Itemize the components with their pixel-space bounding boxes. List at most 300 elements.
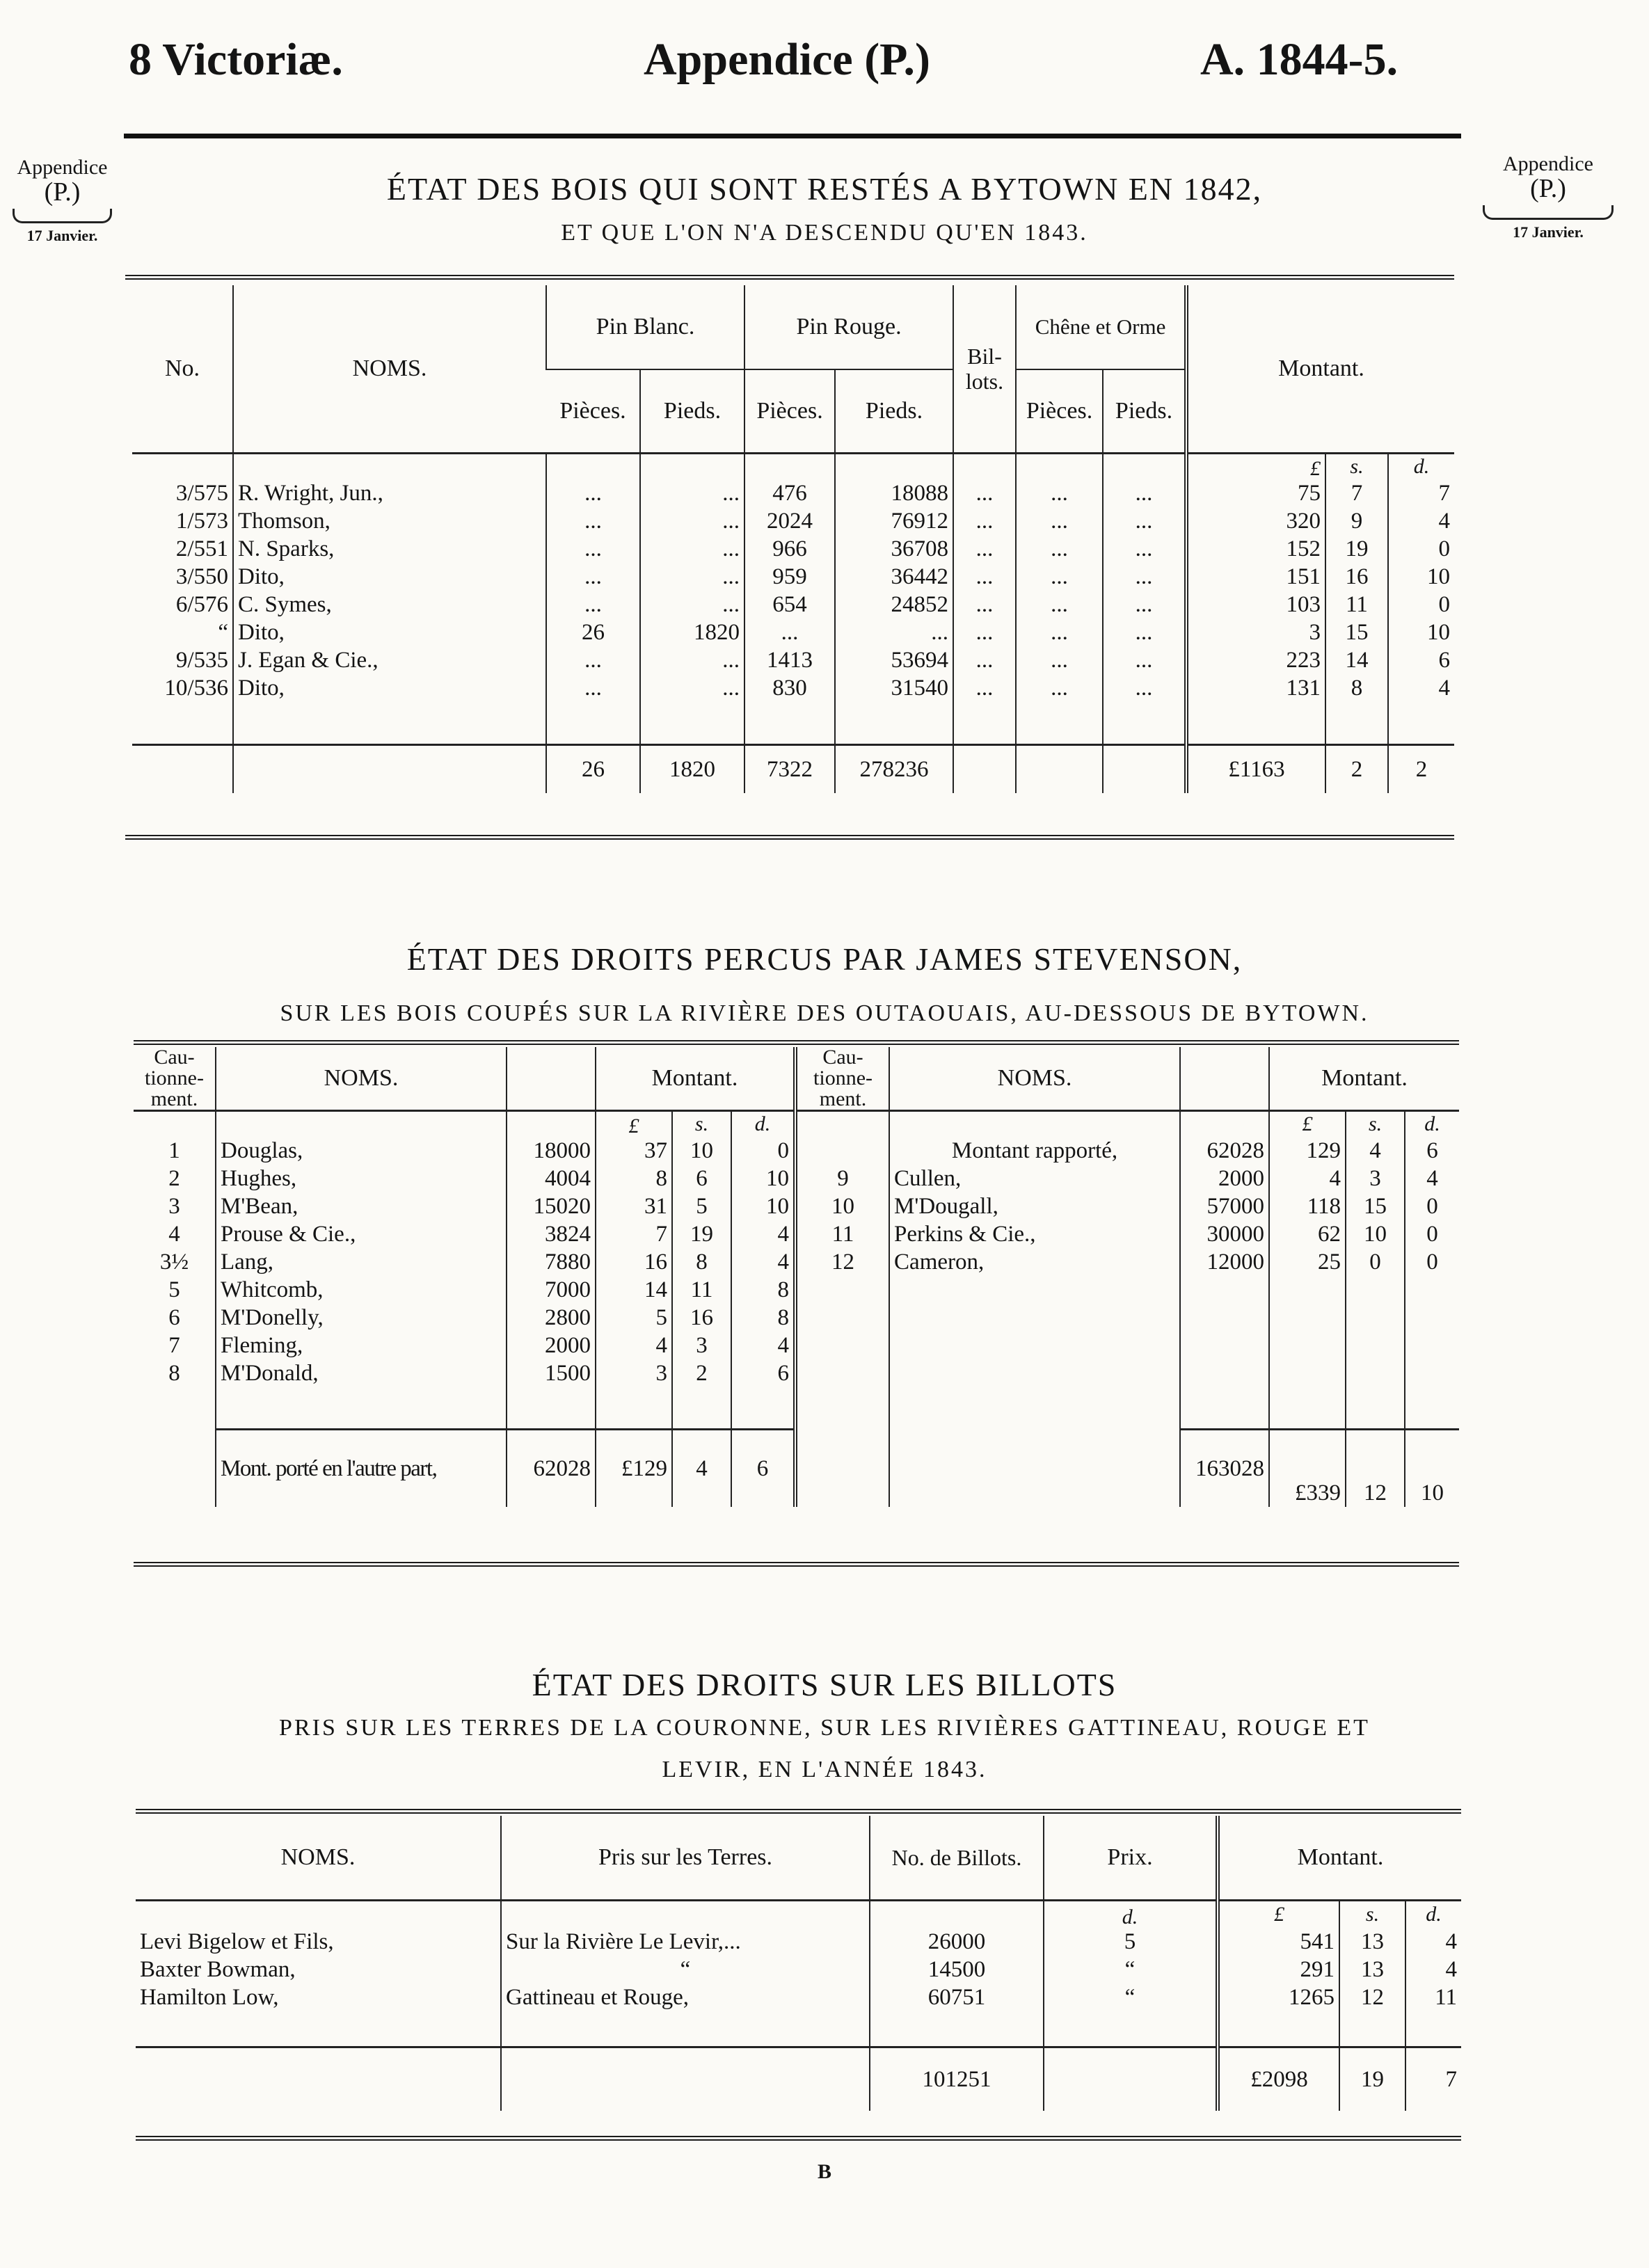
table2-title: ÉTAT DES DROITS PERCUS PAR JAMES STEVENSON, <box>406 941 1243 977</box>
table2-subtitle: SUR LES BOIS COUPÉS SUR LA RIVIÈRE DES OUTAOUAIS, AU-DESSOUS DE BYTOWN. <box>280 1000 1369 1026</box>
margin-date: 17 Janvier. <box>26 227 98 245</box>
row-amount-right <box>1180 1359 1269 1387</box>
row-billots: ... <box>953 535 1016 563</box>
row-amount-right: 30000 <box>1180 1220 1269 1248</box>
unit-shillings: s. <box>672 1111 731 1137</box>
row-pence: 0 <box>1388 535 1454 563</box>
row-name-left: M'Donald, <box>216 1359 507 1387</box>
row-terres: Sur la Rivière Le Levir,... <box>501 1928 870 1956</box>
header-left: 8 Victoriæ. <box>129 34 343 85</box>
row-caution-left: 3½ <box>159 1249 189 1275</box>
row-name: Hamilton Low, <box>140 1985 279 2010</box>
row-prix: “ <box>1044 1956 1218 1983</box>
unit-shillings: s. <box>1339 1901 1405 1928</box>
row-pb-pieds: ... <box>640 507 744 535</box>
header-center: Appendice (P.) <box>644 34 930 85</box>
table3-subtitle2: LEVIR, EN L'ANNÉE 1843. <box>662 1757 987 1782</box>
total-pounds: £1163 <box>1186 745 1325 794</box>
row-pounds-right: 62 <box>1269 1220 1346 1248</box>
row-name-left: Douglas, <box>216 1137 507 1165</box>
row-shillings-left: 19 <box>672 1220 731 1248</box>
table3-header-row <box>136 1816 1461 1901</box>
row-pence-right <box>1405 1332 1459 1359</box>
col-pr-pieces: Pièces. <box>744 369 835 454</box>
row-prix: 5 <box>1044 1928 1218 1956</box>
row-caution-right <box>795 1359 889 1387</box>
row-caution-left: 6 <box>168 1305 180 1330</box>
row-amount-right <box>1180 1332 1269 1359</box>
row-pence-right <box>1405 1304 1459 1332</box>
col-prix: Prix. <box>1044 1816 1218 1901</box>
table1-subtitle: ET QUE L'ON N'A DESCENDU QU'EN 1843. <box>561 220 1088 246</box>
table3-spacer <box>136 2011 1461 2047</box>
row-number: “ <box>218 620 228 645</box>
unit-pounds: £ <box>1218 1901 1339 1928</box>
row-amount-left: 2000 <box>507 1332 596 1359</box>
row-shillings: 16 <box>1325 563 1388 591</box>
row-shillings-right: 0 <box>1346 1248 1405 1276</box>
table-row <box>132 563 1454 591</box>
total-shillings: 19 <box>1339 2047 1405 2111</box>
table1 <box>132 285 1454 793</box>
row-pence: 0 <box>1388 591 1454 618</box>
row-shillings: 15 <box>1325 618 1388 646</box>
row-name-left: M'Bean, <box>216 1192 507 1220</box>
row-name: N. Sparks, <box>233 535 546 563</box>
row-pounds-right <box>1269 1332 1346 1359</box>
row-pb-pieces: ... <box>546 563 640 591</box>
row-pounds: 131 <box>1186 674 1325 702</box>
row-pr-pieces: ... <box>744 618 835 646</box>
row-pence-right <box>1405 1359 1459 1387</box>
row-shillings: 13 <box>1339 1928 1405 1956</box>
table2-spacer <box>134 1387 1459 1429</box>
right-total-pounds: £339 <box>1269 1429 1346 1507</box>
table-row <box>136 1928 1461 1956</box>
row-amount-right <box>1180 1276 1269 1304</box>
row-amount-left: 15020 <box>507 1192 596 1220</box>
row-caution-left: 8 <box>168 1361 180 1386</box>
row-pence: 4 <box>1388 507 1454 535</box>
row-co-pieds: ... <box>1103 479 1186 507</box>
row-amount-left: 4004 <box>507 1165 596 1192</box>
table-row <box>132 674 1454 702</box>
row-name: Dito, <box>233 563 546 591</box>
row-pence-right: 0 <box>1405 1192 1459 1220</box>
row-billots: ... <box>953 674 1016 702</box>
left-total-label: Mont. porté en l'autre part, <box>216 1429 507 1507</box>
row-number: 3/550 <box>175 564 228 589</box>
row-pb-pieds: 1820 <box>640 618 744 646</box>
row-pence-left: 4 <box>731 1332 795 1359</box>
row-pr-pieces: 476 <box>744 479 835 507</box>
row-pb-pieds: ... <box>640 563 744 591</box>
row-pb-pieces: ... <box>546 479 640 507</box>
row-pr-pieces: 830 <box>744 674 835 702</box>
row-name: Thomson, <box>233 507 546 535</box>
table-row <box>134 1248 1459 1276</box>
row-shillings-left: 6 <box>672 1165 731 1192</box>
row-caution-right: 9 <box>795 1165 889 1192</box>
unit-shillings: s. <box>1325 454 1388 480</box>
caution-label: Cau-tionne-ment. <box>145 1047 204 1110</box>
row-pence: 10 <box>1388 618 1454 646</box>
row-caution-right <box>795 1276 889 1304</box>
header-right: A. 1844-5. <box>1200 34 1399 85</box>
col-amount-right <box>1180 1047 1269 1111</box>
row-shillings: 11 <box>1325 591 1388 618</box>
row-co-pieces: ... <box>1016 591 1103 618</box>
row-billots: ... <box>953 646 1016 674</box>
row-pb-pieds: ... <box>640 479 744 507</box>
row-number: 9/535 <box>175 648 228 673</box>
row-pounds-left: 4 <box>596 1332 672 1359</box>
row-pb-pieds: ... <box>640 646 744 674</box>
row-billots: ... <box>953 479 1016 507</box>
row-shillings-right: 3 <box>1346 1165 1405 1192</box>
row-name-right: Perkins & Cie., <box>889 1220 1180 1248</box>
table-row <box>132 507 1454 535</box>
table3-top-rule <box>136 1809 1461 1814</box>
table3-total-row <box>136 2047 1461 2111</box>
row-pr-pieds: ... <box>835 618 953 646</box>
col-montant-right: Montant. <box>1269 1047 1459 1111</box>
row-number: 6/576 <box>175 592 228 617</box>
row-amount-right: 57000 <box>1180 1192 1269 1220</box>
table1-bottom-rule <box>125 835 1454 840</box>
row-co-pieces: ... <box>1016 479 1103 507</box>
table1-title: ÉTAT DES BOIS QUI SONT RESTÉS A BYTOWN EN 1842, <box>386 171 1263 207</box>
row-co-pieds: ... <box>1103 591 1186 618</box>
row-amount-left: 3824 <box>507 1220 596 1248</box>
col-co-pieds: Pieds. <box>1103 369 1186 454</box>
row-pence-left: 4 <box>731 1220 795 1248</box>
margin-section: (P.) <box>1530 173 1566 203</box>
row-pounds: 1265 <box>1218 1983 1339 2011</box>
table2-body <box>134 1137 1459 1387</box>
row-shillings-right <box>1346 1276 1405 1304</box>
row-pr-pieces: 966 <box>744 535 835 563</box>
total-billots: 101251 <box>870 2047 1044 2111</box>
row-pounds: 3 <box>1186 618 1325 646</box>
row-billots: 14500 <box>870 1956 1044 1983</box>
col-pb-pieds: Pieds. <box>640 369 744 454</box>
total-pence: 2 <box>1388 745 1454 794</box>
row-pounds-left: 14 <box>596 1276 672 1304</box>
unit-shillings: s. <box>1346 1111 1405 1137</box>
col-co-pieces: Pièces. <box>1016 369 1103 454</box>
unit-prix-pence: d. <box>1044 1901 1218 1928</box>
table3-bottom-rule <box>136 2136 1461 2141</box>
row-co-pieds: ... <box>1103 674 1186 702</box>
margin-section: (P.) <box>44 177 81 207</box>
table3-body <box>136 1928 1461 2011</box>
col-amount-left <box>507 1047 596 1111</box>
row-pr-pieces: 654 <box>744 591 835 618</box>
row-amount-right: 12000 <box>1180 1248 1269 1276</box>
table-row <box>134 1304 1459 1332</box>
row-co-pieds: ... <box>1103 563 1186 591</box>
row-pr-pieds: 18088 <box>835 479 953 507</box>
row-name: R. Wright, Jun., <box>233 479 546 507</box>
row-name-right <box>889 1276 1180 1304</box>
row-pence-left: 4 <box>731 1248 795 1276</box>
row-pounds-right <box>1269 1359 1346 1387</box>
row-name-right: M'Dougall, <box>889 1192 1180 1220</box>
col-noms: NOMS. <box>136 1816 501 1901</box>
row-shillings: 9 <box>1325 507 1388 535</box>
row-pounds-right: 4 <box>1269 1165 1346 1192</box>
left-total-amount: 62028 <box>507 1429 596 1507</box>
row-pounds: 152 <box>1186 535 1325 563</box>
row-caution-left: 2 <box>168 1166 180 1191</box>
col-billots: No. de Billots. <box>870 1816 1044 1901</box>
row-pence-left: 0 <box>731 1137 795 1165</box>
row-billots: ... <box>953 618 1016 646</box>
margin-label: Appendice <box>1503 152 1593 175</box>
right-total-amount: 163028 <box>1180 1429 1269 1507</box>
row-co-pieces: ... <box>1016 618 1103 646</box>
col-pb-pieces: Pièces. <box>546 369 640 454</box>
col-billots <box>953 285 1016 454</box>
row-co-pieces: ... <box>1016 674 1103 702</box>
row-pr-pieds: 24852 <box>835 591 953 618</box>
unit-pence: d. <box>1388 454 1454 480</box>
row-shillings: 8 <box>1325 674 1388 702</box>
table-row <box>132 646 1454 674</box>
row-caution-left: 5 <box>168 1277 180 1302</box>
col-montant: Montant. <box>1186 285 1454 454</box>
table-row <box>134 1359 1459 1387</box>
total-pounds: £2098 <box>1218 2047 1339 2111</box>
row-caution-left: 4 <box>168 1222 180 1247</box>
row-name-right: Cameron, <box>889 1248 1180 1276</box>
row-shillings: 7 <box>1325 479 1388 507</box>
table2-header-row <box>134 1047 1459 1111</box>
margin-date: 17 Janvier. <box>1513 223 1584 241</box>
row-shillings: 13 <box>1339 1956 1405 1983</box>
row-shillings: 14 <box>1325 646 1388 674</box>
row-name: C. Symes, <box>233 591 546 618</box>
col-noms-left: NOMS. <box>216 1047 507 1111</box>
table1-top-rule <box>125 275 1454 280</box>
left-total-shillings: 4 <box>672 1429 731 1507</box>
row-pence-right: 0 <box>1405 1220 1459 1248</box>
table2 <box>134 1047 1459 1507</box>
row-amount-left: 7000 <box>507 1276 596 1304</box>
col-billots-label: Bil-lots. <box>965 344 1004 394</box>
row-amount-right: 2000 <box>1180 1165 1269 1192</box>
table3 <box>136 1816 1461 2111</box>
table-row <box>136 1956 1461 1983</box>
col-noms-right: NOMS. <box>889 1047 1180 1111</box>
row-name: J. Egan & Cie., <box>233 646 546 674</box>
table1-spacer <box>132 702 1454 745</box>
row-shillings-right <box>1346 1359 1405 1387</box>
table1-unit-row <box>132 454 1454 480</box>
row-co-pieds: ... <box>1103 646 1186 674</box>
row-shillings-left: 5 <box>672 1192 731 1220</box>
row-pr-pieds: 36708 <box>835 535 953 563</box>
table-row <box>132 479 1454 507</box>
row-name-left: Prouse & Cie., <box>216 1220 507 1248</box>
row-pounds-left: 8 <box>596 1165 672 1192</box>
row-pence: 4 <box>1405 1956 1461 1983</box>
row-pounds: 223 <box>1186 646 1325 674</box>
row-amount-right <box>1180 1304 1269 1332</box>
total-pb-pieces: 26 <box>546 745 640 794</box>
row-pence-right: 0 <box>1405 1248 1459 1276</box>
row-number: 3/575 <box>175 481 228 506</box>
unit-pence: d. <box>1405 1111 1459 1137</box>
row-shillings-right: 10 <box>1346 1220 1405 1248</box>
row-pb-pieds: ... <box>640 535 744 563</box>
row-amount-left: 1500 <box>507 1359 596 1387</box>
col-noms: NOMS. <box>233 285 546 454</box>
col-pin-rouge: Pin Rouge. <box>744 285 953 369</box>
row-caution-right: 10 <box>795 1192 889 1220</box>
row-pounds: 541 <box>1218 1928 1339 1956</box>
row-name-right <box>889 1304 1180 1332</box>
row-co-pieces: ... <box>1016 507 1103 535</box>
right-total-shillings: 12 <box>1346 1429 1405 1507</box>
row-amount-left: 7880 <box>507 1248 596 1276</box>
row-pence-left: 10 <box>731 1165 795 1192</box>
row-billots: 60751 <box>870 1983 1044 2011</box>
row-pence-left: 10 <box>731 1192 795 1220</box>
table-row <box>134 1137 1459 1165</box>
footer-signature: B <box>817 2160 831 2183</box>
row-name-right: Montant rapporté, <box>889 1137 1180 1165</box>
row-shillings-left: 8 <box>672 1248 731 1276</box>
row-co-pieces: ... <box>1016 646 1103 674</box>
total-pr-pieds: 278236 <box>835 745 953 794</box>
row-pr-pieds: 53694 <box>835 646 953 674</box>
row-shillings-left: 2 <box>672 1359 731 1387</box>
row-pounds-right: 118 <box>1269 1192 1346 1220</box>
row-co-pieces: ... <box>1016 563 1103 591</box>
row-pence-right: 4 <box>1405 1165 1459 1192</box>
row-co-pieces: ... <box>1016 535 1103 563</box>
row-pence: 11 <box>1405 1983 1461 2011</box>
row-pounds-right: 25 <box>1269 1248 1346 1276</box>
row-pence: 10 <box>1388 563 1454 591</box>
table-row <box>132 618 1454 646</box>
col-montant: Montant. <box>1218 1816 1461 1901</box>
row-pounds: 151 <box>1186 563 1325 591</box>
row-name-left: Fleming, <box>216 1332 507 1359</box>
row-terres: “ <box>501 1956 870 1983</box>
table2-bottom-rule <box>134 1562 1459 1567</box>
row-shillings-right: 4 <box>1346 1137 1405 1165</box>
row-amount-right: 62028 <box>1180 1137 1269 1165</box>
row-billots: ... <box>953 563 1016 591</box>
row-pounds-right <box>1269 1276 1346 1304</box>
table-row <box>134 1165 1459 1192</box>
row-caution-right <box>795 1137 889 1165</box>
row-pr-pieces: 959 <box>744 563 835 591</box>
row-shillings-right <box>1346 1332 1405 1359</box>
unit-pence: d. <box>731 1111 795 1137</box>
row-pr-pieds: 31540 <box>835 674 953 702</box>
row-pence: 4 <box>1405 1928 1461 1956</box>
row-number: 2/551 <box>175 536 228 561</box>
row-name-left: Lang, <box>216 1248 507 1276</box>
total-pb-pieds: 1820 <box>640 745 744 794</box>
col-chene: Chêne et Orme <box>1016 285 1186 369</box>
row-shillings-left: 10 <box>672 1137 731 1165</box>
row-pence-left: 6 <box>731 1359 795 1387</box>
table3-title: ÉTAT DES DROITS SUR LES BILLOTS <box>532 1667 1117 1702</box>
table1-body <box>132 479 1454 702</box>
row-caution-left: 7 <box>168 1333 180 1358</box>
row-pence: 7 <box>1388 479 1454 507</box>
row-pr-pieces: 1413 <box>744 646 835 674</box>
table2-top-rule <box>134 1040 1459 1045</box>
row-pounds: 103 <box>1186 591 1325 618</box>
row-pounds: 75 <box>1186 479 1325 507</box>
table-row <box>134 1192 1459 1220</box>
table-row <box>134 1220 1459 1248</box>
margin-brace <box>1483 205 1614 220</box>
row-amount-left: 18000 <box>507 1137 596 1165</box>
table-row <box>132 535 1454 563</box>
row-pounds-left: 3 <box>596 1359 672 1387</box>
table2-unit-row <box>134 1111 1459 1137</box>
table3-unit-row <box>136 1901 1461 1928</box>
row-number: 10/536 <box>164 676 228 701</box>
total-shillings: 2 <box>1325 745 1388 794</box>
row-pence-right <box>1405 1276 1459 1304</box>
unit-pounds: £ <box>596 1111 672 1137</box>
margin-label: Appendice <box>17 156 108 179</box>
row-name-right <box>889 1359 1180 1387</box>
row-pounds-left: 31 <box>596 1192 672 1220</box>
row-pounds-left: 16 <box>596 1248 672 1276</box>
row-shillings: 19 <box>1325 535 1388 563</box>
col-terres: Pris sur les Terres. <box>501 1816 870 1901</box>
row-pb-pieces: ... <box>546 591 640 618</box>
row-pr-pieds: 36442 <box>835 563 953 591</box>
table-row <box>134 1332 1459 1359</box>
row-pence: 4 <box>1388 674 1454 702</box>
row-shillings: 12 <box>1339 1983 1405 2011</box>
row-pence-right: 6 <box>1405 1137 1459 1165</box>
row-co-pieds: ... <box>1103 618 1186 646</box>
row-amount-left: 2800 <box>507 1304 596 1332</box>
row-shillings-left: 16 <box>672 1304 731 1332</box>
row-name: Levi Bigelow et Fils, <box>140 1929 334 1954</box>
row-caution-right <box>795 1304 889 1332</box>
row-caution-left: 1 <box>168 1138 180 1163</box>
row-pounds: 320 <box>1186 507 1325 535</box>
row-co-pieds: ... <box>1103 535 1186 563</box>
row-name-left: M'Donelly, <box>216 1304 507 1332</box>
table1-header-row1 <box>132 285 1454 369</box>
row-pb-pieds: ... <box>640 591 744 618</box>
row-pounds-left: 5 <box>596 1304 672 1332</box>
right-total-pence: 10 <box>1405 1429 1459 1507</box>
left-total-pence: 6 <box>731 1429 795 1507</box>
row-pr-pieces: 2024 <box>744 507 835 535</box>
total-pence: 7 <box>1405 2047 1461 2111</box>
row-caution-right: 12 <box>795 1248 889 1276</box>
row-caution-right <box>795 1332 889 1359</box>
row-pounds: 291 <box>1218 1956 1339 1983</box>
row-pence: 6 <box>1388 646 1454 674</box>
left-total-pounds: £129 <box>596 1429 672 1507</box>
row-pb-pieces: ... <box>546 674 640 702</box>
